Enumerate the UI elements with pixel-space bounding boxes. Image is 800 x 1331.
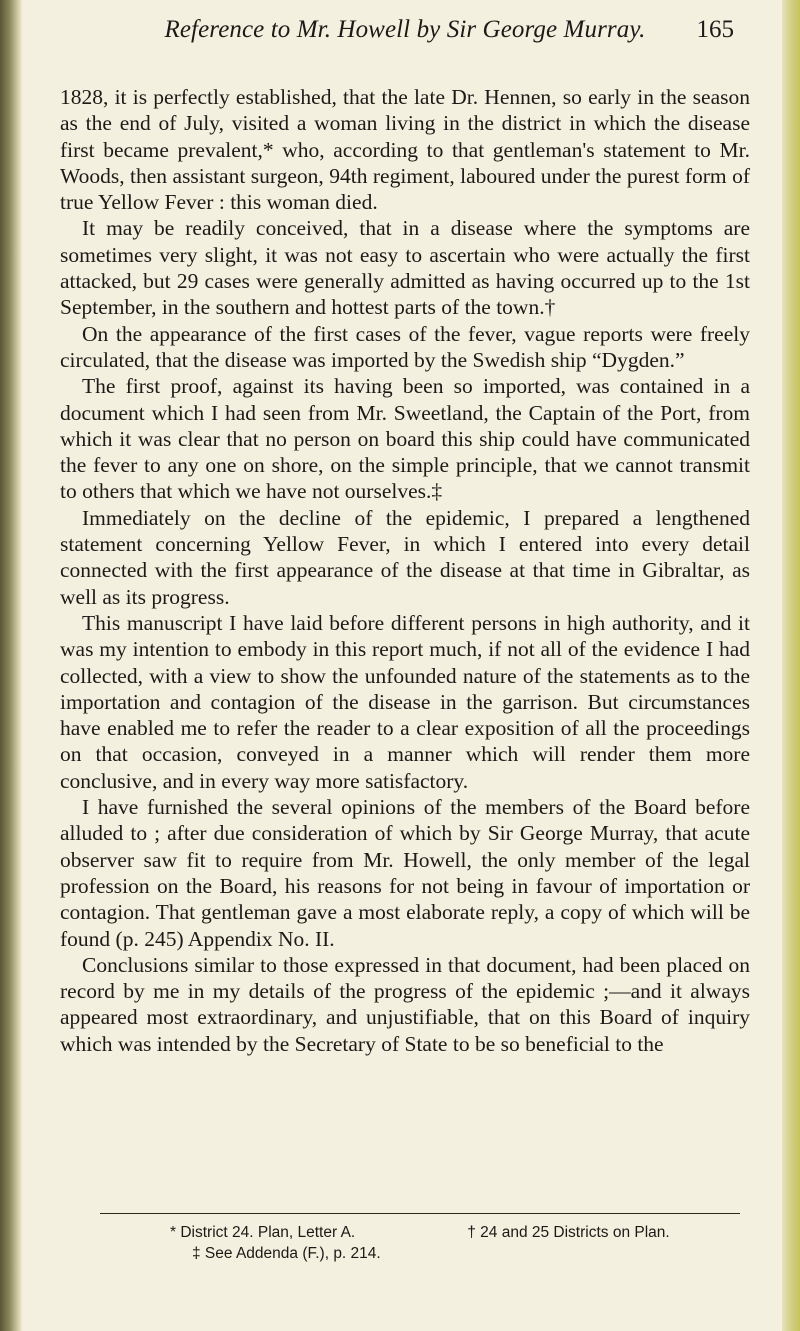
paragraph: Conclusions similar to those expressed in that document, had been placed on record by me in my details of the progress of the epidemic ;—and it always appeared most extraordinary, and unjustifiable, that on this Board of inquiry which was intended by the Secretary of State to be so beneficial to the [60, 952, 750, 1056]
page-binding-shadow [0, 0, 22, 1331]
page-header [60, 16, 750, 56]
page-edge-shadow [782, 0, 800, 1331]
footnote-rule [100, 1213, 740, 1214]
footnote-row [60, 1222, 750, 1243]
footnote: ‡ See Addenda (F.), p. 214. [192, 1245, 381, 1262]
footnote: * District 24. Plan, Letter A. [170, 1224, 356, 1241]
paragraph: It may be readily conceived, that in a disease where the symptoms are sometimes very slight, it was not easy to ascertain who were actually the first attacked, but 29 cases were generally admitted as having occurred up to the 1st September, in the southern and hottest parts of the town.† [60, 216, 750, 320]
book-page [60, 0, 750, 1331]
paragraph: I have furnished the several opinions of the members of the Board before alluded to ; after due consideration of which by Sir George Murray, that acute observer saw fit to require from Mr. Howell, the only member of the legal profession on the Board, his reasons for not being in favour of importation or contagion. That gentleman gave a most elaborate reply, a copy of which will be found (p. 245) Appendix No. II. [60, 795, 750, 951]
paragraph: 1828, it is perfectly established, that the late Dr. Hennen, so early in the season as the end of July, visited a woman living in the district in which the disease first became prevalent,* who, according to that gentleman's statement to Mr. Woods, then assistant surgeon, 94th regiment, laboured under the purest form of true Yellow Fever : this woman died. [60, 85, 750, 215]
footnote-row [60, 1243, 750, 1264]
page-number: 165 [696, 16, 734, 43]
paragraph: Immediately on the decline of the epidemic, I prepared a lengthened statement concerning Yellow Fever, in which I entered into every detail connected with the first appearance of the disease at that time in Gibraltar, as well as its progress. [60, 505, 750, 609]
running-head: Reference to Mr. Howell by Sir George Murray. [164, 16, 646, 43]
paragraph: The first proof, against its having been so imported, was contained in a document which I had seen from Mr. Sweetland, the Captain of the Port, from which it was clear that no person on board this ship could have communicated the fever to any one on shore, on the simple principle, that we cannot transmit to others that which we have not ourselves.‡ [60, 374, 750, 504]
footnote: † 24 and 25 Districts on Plan. [467, 1224, 670, 1241]
footnotes [60, 1222, 750, 1264]
paragraph: This manuscript I have laid before different persons in high authority, and it was my intention to embody in this report much, if not all of the evidence I had collected, with a view to show the unfounded nature of the statements as to the importation and contagion of the disease in the garrison. But circumstances have enabled me to refer the reader to a clear exposition of all the proceedings on that occasion, conveyed in a manner which will render them more conclusive, and in every way more satisfactory. [60, 610, 750, 793]
body-text [60, 84, 750, 1057]
paragraph: On the appearance of the first cases of the fever, vague reports were freely circulated, that the disease was imported by the Swedish ship “Dygden.” [60, 321, 750, 372]
